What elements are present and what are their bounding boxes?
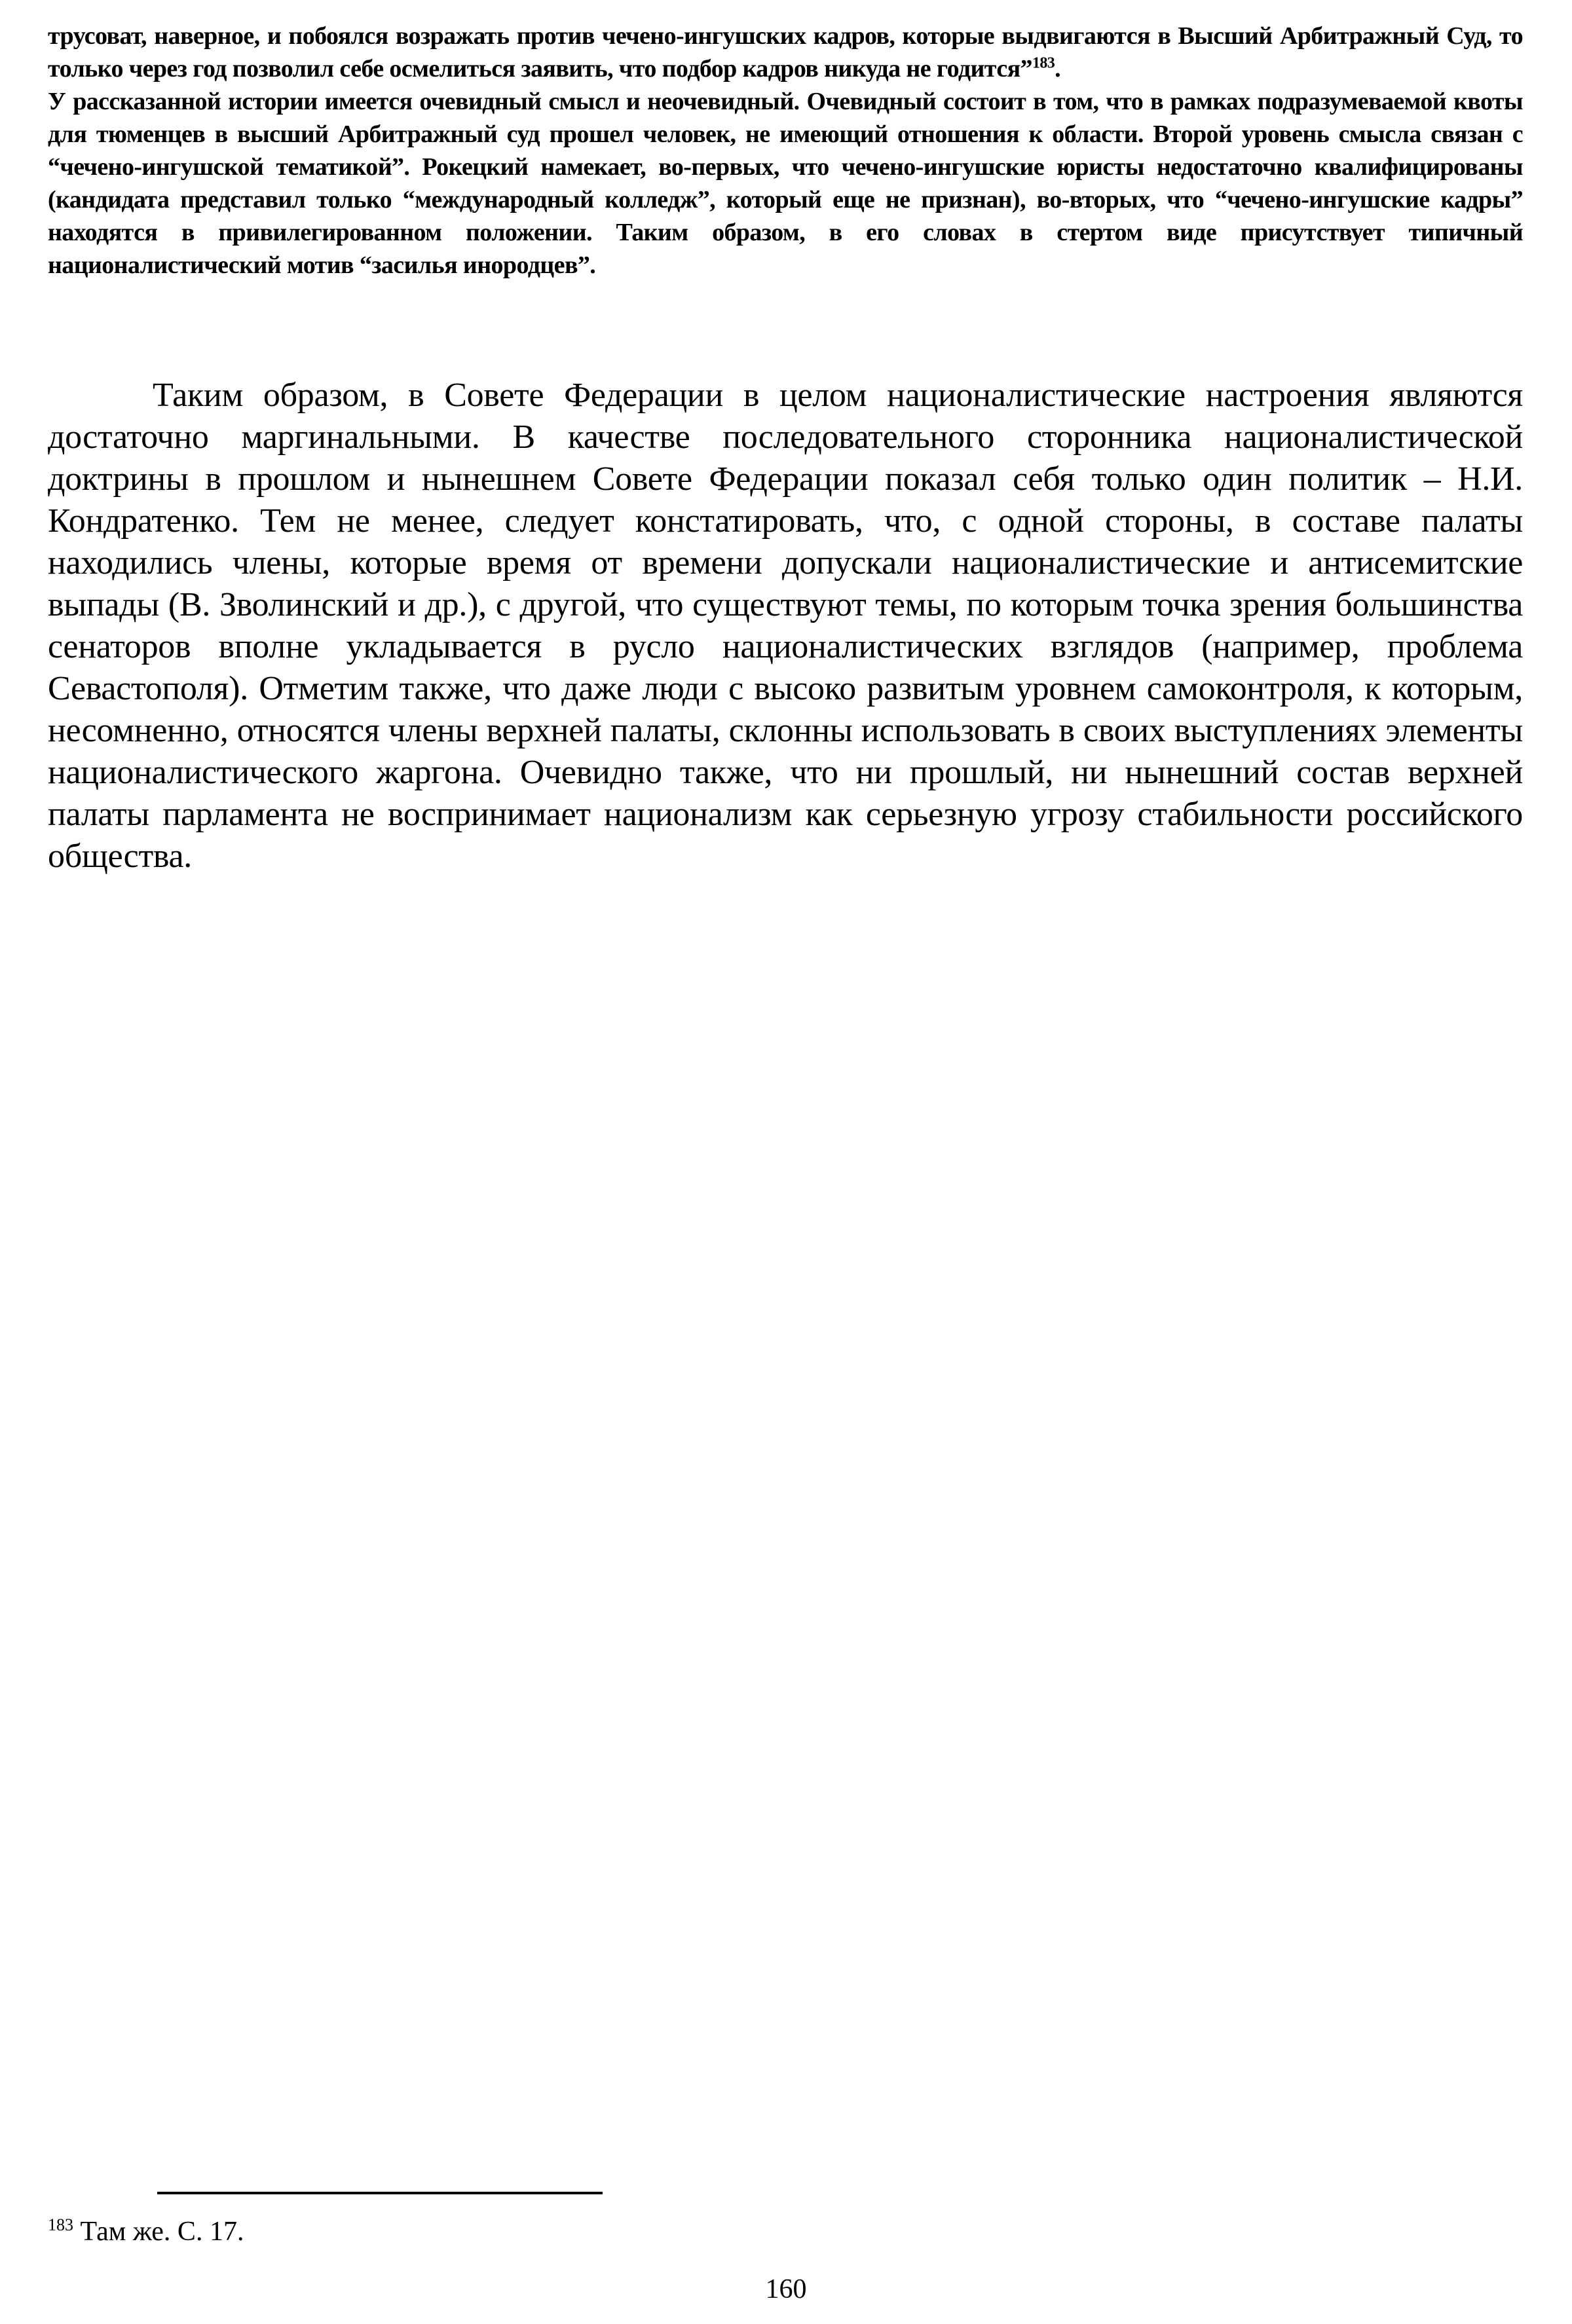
footnote-text: Там же. С. 17. [73, 2217, 244, 2247]
footnote-number: 183 [48, 2215, 73, 2234]
quote-paragraph-1-end: . [1055, 55, 1061, 83]
page-number: 160 [765, 2274, 807, 2304]
quote-paragraph-2: У рассказанной истории имеется очевидный смысл и неочевидный. Очевидный состоит в том, что в рамках подразумеваемой квоты для тюменцев в высший Арбитражный суд прошел человек, не имеющий отношения к области. Второй уровень смысла связан с “чечено-ингушской тематикой”. Рокецкий намекает, во-первых, что чечено-ингушские юристы недостаточно квалифицированы (кандидата представил только “международный колледж”, который еще не признан), во-вторых, что “чечено-ингушские кадры” находятся в привилегированном положении. Таким образом, в его словах в стертом виде присутствует типичный националистический мотив “засилья инородцев”. [48, 88, 1523, 279]
main-paragraph: Таким образом, в Совете Федерации в целом националистические настроения являются достаточно маргинальными. В качестве последовательного сторонника националистической доктрины в прошлом и нынешнем Совете Федерации показал себя только один политик – Н.И. Кондратенко. Тем не менее, следует констатировать, что, с одной стороны, в составе палаты находились члены, которые время от времени допускали националистические и антисемитские выпады (В. Зволинский и др.), с другой, что существуют темы, по которым точка зрения большинства сенаторов вполне укладывается в русло националистических взглядов (например, проблема Севастополя). Отметим также, что даже люди с высоко развитым уровнем самоконтроля, к которым, несомненно, относятся члены верхней палаты, склонны использовать в своих выступлениях элементы националистического жаргона. Очевидно также, что ни прошлый, ни нынешний состав верхней палаты парламента не воспринимает национализм как серьезную угрозу стабильности российского общества. [48, 377, 1523, 875]
footnote [48, 2215, 834, 2249]
main-text [48, 375, 1523, 877]
quote-paragraph-1-text: трусоват, наверное, и побоялся возражать против чечено-ингушских кадров, которые выдвигаются в Высший Арбитражный Суд, то только через год позволил себе осмелиться заявить, что подбор кадров никуда не годится” [48, 22, 1523, 83]
footnote-reference[interactable]: 183 [1032, 54, 1055, 72]
quote-paragraph-1 [48, 20, 1523, 85]
footnote-divider [157, 2192, 603, 2194]
quote-block [48, 20, 1523, 282]
